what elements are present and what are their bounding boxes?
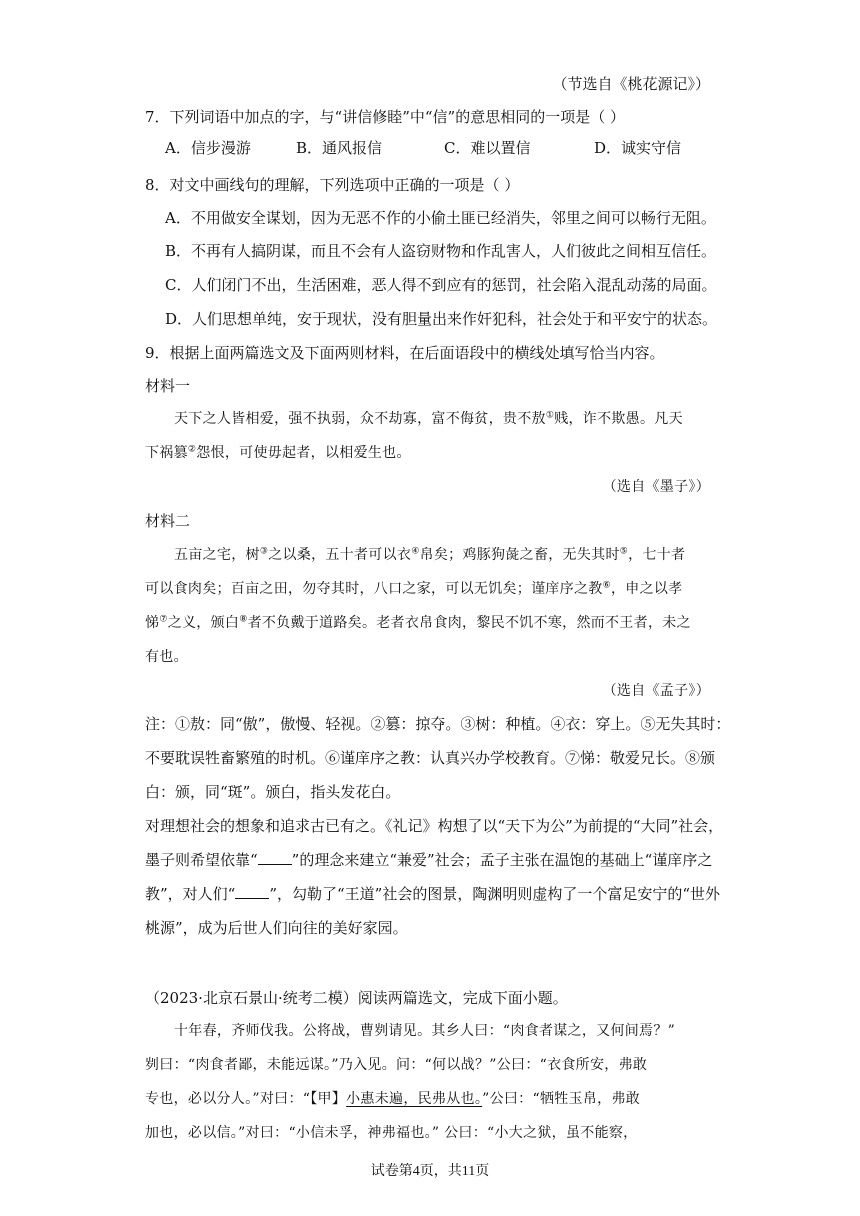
material-2-title: 材料二 <box>145 512 191 530</box>
underlined-sentence-jia: 小惠未遍，民弗从也。 <box>346 1091 483 1107</box>
q8-option-c: C．人们闭门不出，生活困难，恶人得不到应有的惩罚，社会陷入混乱动荡的局面。 <box>165 276 717 294</box>
material-2-line-3: 悌⑦之义，颁白⑧者不负戴于道路矣。老者衣帛食肉，黎民不饥不寒，然而不王者，未之 <box>145 614 691 631</box>
fill-paragraph-line-1: 对理想社会的想象和追求古已有之。《礼记》构想了以“天下为公”为前提的“大同”社会， <box>145 817 724 835</box>
q7-option-d: D．诚实守信 <box>594 139 682 157</box>
passage-line-2: 刿曰：“肉食者鄙，未能远谋。”乃入见。问：“何以战？”公曰：“衣食所安，弗敢 <box>145 1057 648 1073</box>
passage-line-4: 加也，必以信。”对曰：“小信未孚，神弗福也。” 公曰：“小大之狱，虽不能察， <box>145 1125 638 1141</box>
notes-line-3: 白：颁，同“斑”。颁白，指头发花白。 <box>145 783 401 801</box>
q7-option-c: C．难以置信 <box>444 139 531 157</box>
fill-paragraph-line-2: 墨子则希望依靠“ ”的理念来建立“兼爱”社会；孟子主张在温饱的基础上“谨庠序之 <box>145 851 713 869</box>
answer-blank-1[interactable] <box>258 850 292 865</box>
passage-line-1: 十年春，齐师伐我。公将战，曹刿请见。其乡人曰：“肉食者谋之，又何间焉？” <box>174 1023 676 1039</box>
fill-paragraph-line-3: 教”，对人们“ ”，勾勒了“王道”社会的图景，陶渊明则虚构了一个富足安宁的“世外 <box>145 885 721 903</box>
q8-option-d: D．人们思想单纯，安于现状，没有胆量出来作奸犯科，社会处于和平安宁的状态。 <box>165 310 718 328</box>
material-1-source: （选自《墨子》） <box>602 479 710 495</box>
passage-line-3: 专也，必以分人。”对曰：“【甲】小惠未遍，民弗从也。”公曰：“牺牲玉帛，弗敢 <box>145 1091 641 1107</box>
q8-option-b: B．不再有人搞阴谋，而且不会有人盗窃财物和作乱害人，人们彼此之间相互信任。 <box>165 242 717 260</box>
material-1-line-1: 天下之人皆相爱，强不执弱，众不劫寡，富不侮贫，贵不敖①贱，诈不欺愚。凡天 <box>174 410 683 427</box>
section-2-header: （2023·北京石景山·统考二模）阅读两篇选文，完成下面小题。 <box>145 989 568 1007</box>
material-2-line-2: 可以食肉矣；百亩之田，勿夺其时，八口之家，可以无饥矣；谨庠序之教⑥，申之以孝 <box>145 580 683 597</box>
q9-stem: 9．根据上面两篇选文及下面两则材料，在后面语段中的横线处填写恰当内容。 <box>145 344 665 362</box>
material-2-line-4: 有也。 <box>145 649 188 665</box>
q7-option-a: A．信步漫游 <box>165 139 251 157</box>
notes-line-1: 注：①敖：同“傲”，傲慢、轻视。②篡：掠夺。③树：种植。④衣：穿上。⑤无失其时： <box>145 715 731 733</box>
material-1-title: 材料一 <box>145 377 191 395</box>
source-taohuayuan: （节选自《桃花源记》） <box>552 75 710 93</box>
q7-option-b: B．通风报信 <box>296 139 383 157</box>
notes-line-2: 不要耽误牲畜繁殖的时机。⑥谨庠序之教：认真兴办学校教育。⑦悌：敬爱兄长。⑧颁 <box>145 749 716 767</box>
q7-stem: 7．下列词语中加点的字，与“讲信修睦”中“信”的意思相同的一项是（ ） <box>145 108 625 126</box>
q8-option-a: A．不用做安全谋划，因为无恶不作的小偷土匪已经消失，邻里之间可以畅行无阻。 <box>165 209 716 227</box>
material-1-line-2: 下祸篡②怨恨，可使毋起者，以相爱生也。 <box>145 444 411 461</box>
material-2-source: （选自《孟子》） <box>602 683 710 699</box>
fill-paragraph-line-4: 桃源”，成为后世人们向往的美好家园。 <box>145 919 408 937</box>
material-2-line-1: 五亩之宅，树③之以桑，五十者可以衣④帛矣；鸡豚狗彘之畜，无失其时⑤，七十者 <box>174 546 686 563</box>
page-footer: 试卷第4页，共11页 <box>370 1164 490 1179</box>
q8-stem: 8．对文中画线句的理解，下列选项中正确的一项是（ ） <box>145 176 520 194</box>
answer-blank-2[interactable] <box>235 884 269 899</box>
